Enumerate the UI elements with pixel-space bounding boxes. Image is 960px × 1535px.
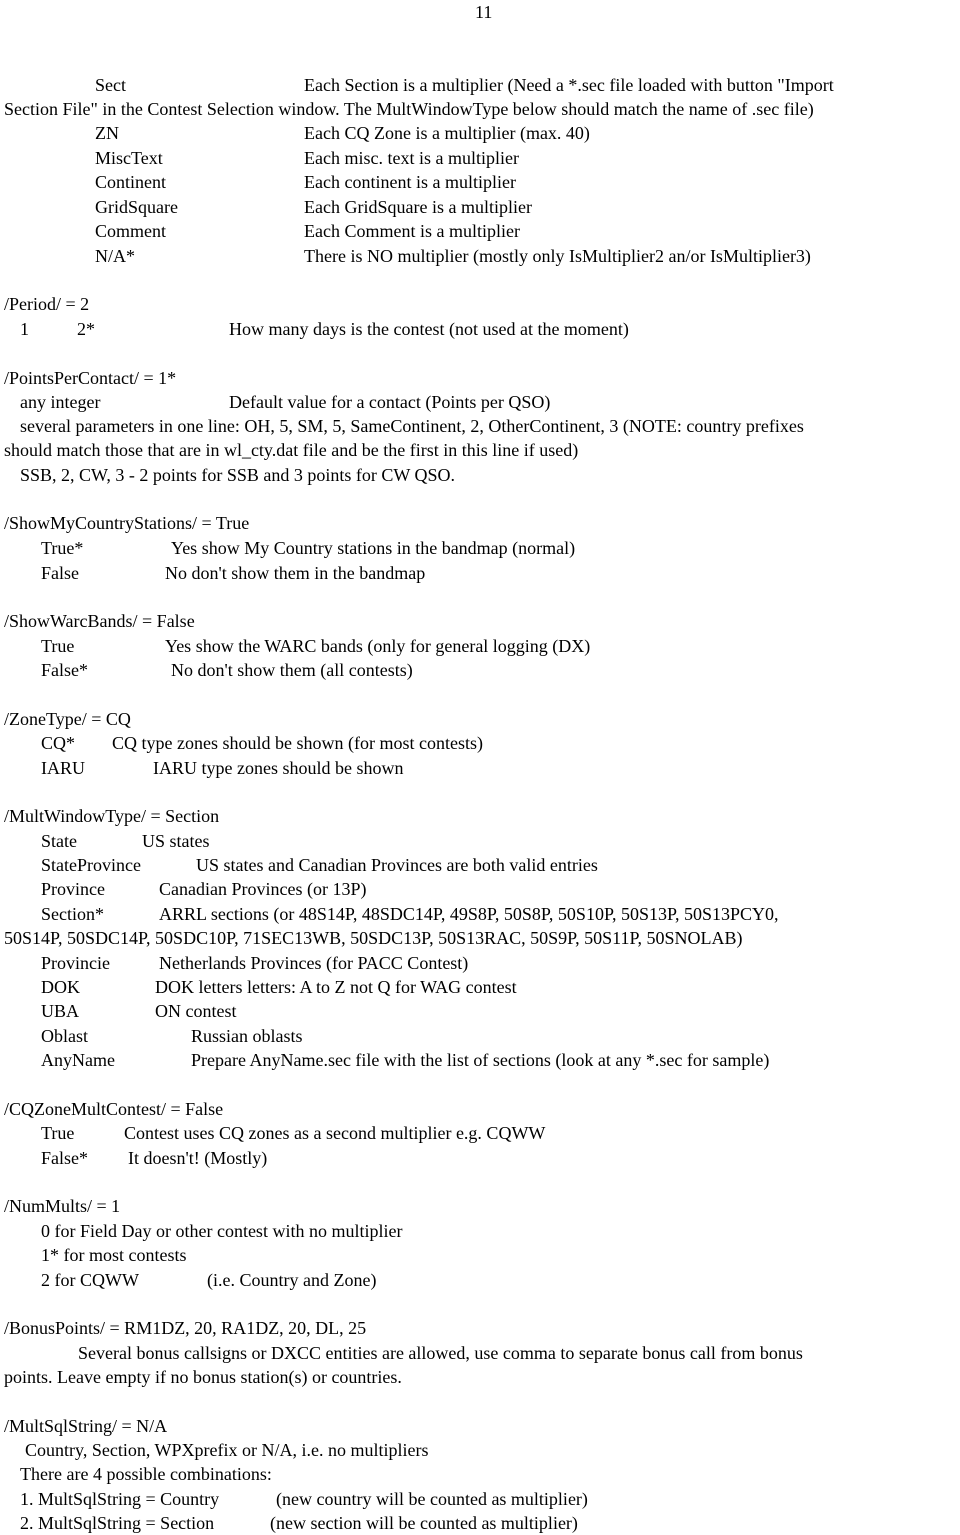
mult-window-anyname-key: AnyName [41,1050,115,1070]
mult-window-provincie-key: Provincie [41,953,110,973]
zone-type-opt1-key: CQ* [41,733,76,753]
show-my-country-heading: /ShowMyCountryStations/ = True [4,513,250,533]
mult-desc-comment: Each Comment is a multiplier [304,221,520,241]
mult-desc-sect: Each Section is a multiplier (Need a *.sec file loaded with button "Import [304,75,834,95]
mult-sql-item1-desc: (new country will be counted as multiplier) [276,1489,588,1509]
mult-sql-item2-key: 2. MultSqlString = Section [20,1513,215,1533]
mult-desc-sect-cont: Section File" in the Contest Selection window. The MultWindowType below should match the name of .sec file) [4,99,814,119]
mult-desc-gridsquare: Each GridSquare is a multiplier [304,197,532,217]
show-warc-opt1-key: True [41,636,75,656]
mult-window-state-key: State [41,831,77,851]
mult-desc-na: There is NO multiplier (mostly only IsMultiplier2 an/or IsMultiplier3) [304,246,811,266]
bonus-points-line1: Several bonus callsigns or DXCC entities are allowed, use comma to separate bonus call from bonus [78,1343,803,1363]
mult-window-oblast-key: Oblast [41,1026,88,1046]
cq-zone-mult-opt2-desc: It doesn't! (Mostly) [128,1148,268,1168]
show-my-country-opt2-desc: No don't show them in the bandmap [165,563,426,583]
mult-key-gridsquare: GridSquare [95,197,178,217]
mult-key-na: N/A* [95,246,135,266]
mult-sql-heading: /MultSqlString/ = N/A [4,1416,168,1436]
period-value-1: 1 [20,319,29,339]
zone-type-opt1-desc: CQ type zones should be shown (for most contests) [112,733,483,753]
mult-window-uba-key: UBA [41,1001,80,1021]
points-line4: SSB, 2, CW, 3 - 2 points for SSB and 3 points for CW QSO. [20,465,456,485]
mult-window-oblast-desc: Russian oblasts [191,1026,303,1046]
mult-window-dok-desc: DOK letters letters: A to Z not Q for WAG contest [155,977,517,997]
points-opt1-key: any integer [20,392,101,412]
mult-window-section-key: Section* [41,904,104,924]
mult-window-dok-key: DOK [41,977,80,997]
mult-window-stateprov-key: StateProvince [41,855,141,875]
mult-window-section-cont: 50S14P, 50SDC14P, 50SDC10P, 71SEC13WB, 50SDC13P, 50S13RAC, 50S9P, 50S11P, 50SNOLAB) [4,928,743,948]
period-heading: /Period/ = 2 [4,294,90,314]
period-desc: How many days is the contest (not used at the moment) [229,319,629,339]
cq-zone-mult-opt2-key: False* [41,1148,88,1168]
points-heading: /PointsPerContact/ = 1* [4,368,177,388]
mult-key-comment: Comment [95,221,166,241]
show-warc-heading: /ShowWarcBands/ = False [4,611,195,631]
points-line3: should match those that are in wl_cty.dat file and be the first in this line if used) [4,440,579,460]
zone-type-opt2-key: IARU [41,758,85,778]
period-value-2: 2* [77,319,95,339]
mult-window-section-desc: ARRL sections (or 48S14P, 48SDC14P, 49S8P, 50S8P, 50S10P, 50S13P, 50S13PCY0, [159,904,779,924]
show-warc-opt2-key: False* [41,660,88,680]
mult-window-stateprov-desc: US states and Canadian Provinces are both valid entries [196,855,598,875]
num-mults-line1: 0 for Field Day or other contest with no multiplier [41,1221,403,1241]
show-my-country-opt1-key: True* [41,538,84,558]
mult-key-zn: ZN [95,123,119,143]
num-mults-line2: 1* for most contests [41,1245,187,1265]
mult-desc-misctext: Each misc. text is a multiplier [304,148,519,168]
cq-zone-mult-heading: /CQZoneMultContest/ = False [4,1099,224,1119]
show-my-country-opt1-desc: Yes show My Country stations in the bandmap (normal) [171,538,576,558]
mult-window-anyname-desc: Prepare AnyName.sec file with the list of sections (look at any *.sec for sample) [191,1050,770,1070]
page-number: 11 [475,2,493,22]
mult-desc-continent: Each continent is a multiplier [304,172,516,192]
mult-sql-line2: There are 4 possible combinations: [20,1464,272,1484]
zone-type-heading: /ZoneType/ = CQ [4,709,131,729]
mult-window-province-key: Province [41,879,105,899]
bonus-points-line2: points. Leave empty if no bonus station(s) or countries. [4,1367,402,1387]
mult-sql-line1: Country, Section, WPXprefix or N/A, i.e. no multipliers [25,1440,429,1460]
cq-zone-mult-opt1-key: True [41,1123,75,1143]
mult-window-state-desc: US states [142,831,210,851]
num-mults-heading: /NumMults/ = 1 [4,1196,121,1216]
zone-type-opt2-desc: IARU type zones should be shown [153,758,404,778]
show-warc-opt1-desc: Yes show the WARC bands (only for general logging (DX) [165,636,591,656]
show-warc-opt2-desc: No don't show them (all contests) [171,660,413,680]
mult-desc-zn: Each CQ Zone is a multiplier (max. 40) [304,123,590,143]
cq-zone-mult-opt1-desc: Contest uses CQ zones as a second multiplier e.g. CQWW [124,1123,546,1143]
mult-window-uba-desc: ON contest [155,1001,237,1021]
show-my-country-opt2-key: False [41,563,79,583]
mult-sql-item1-key: 1. MultSqlString = Country [20,1489,220,1509]
points-line2: several parameters in one line: OH, 5, SM, 5, SameContinent, 2, OtherContinent, 3 (NOTE: country prefixes [20,416,804,436]
mult-sql-item2-desc: (new section will be counted as multiplier) [270,1513,578,1533]
num-mults-line3-desc: (i.e. Country and Zone) [207,1270,377,1290]
mult-key-sect: Sect [95,75,126,95]
mult-window-province-desc: Canadian Provinces (or 13P) [159,879,367,899]
num-mults-line3-key: 2 for CQWW [41,1270,139,1290]
mult-key-misctext: MiscText [95,148,163,168]
mult-key-continent: Continent [95,172,166,192]
mult-window-provincie-desc: Netherlands Provinces (for PACC Contest) [159,953,469,973]
mult-window-heading: /MultWindowType/ = Section [4,806,220,826]
bonus-points-heading: /BonusPoints/ = RM1DZ, 20, RA1DZ, 20, DL, 25 [4,1318,367,1338]
points-opt1-desc: Default value for a contact (Points per QSO) [229,392,551,412]
